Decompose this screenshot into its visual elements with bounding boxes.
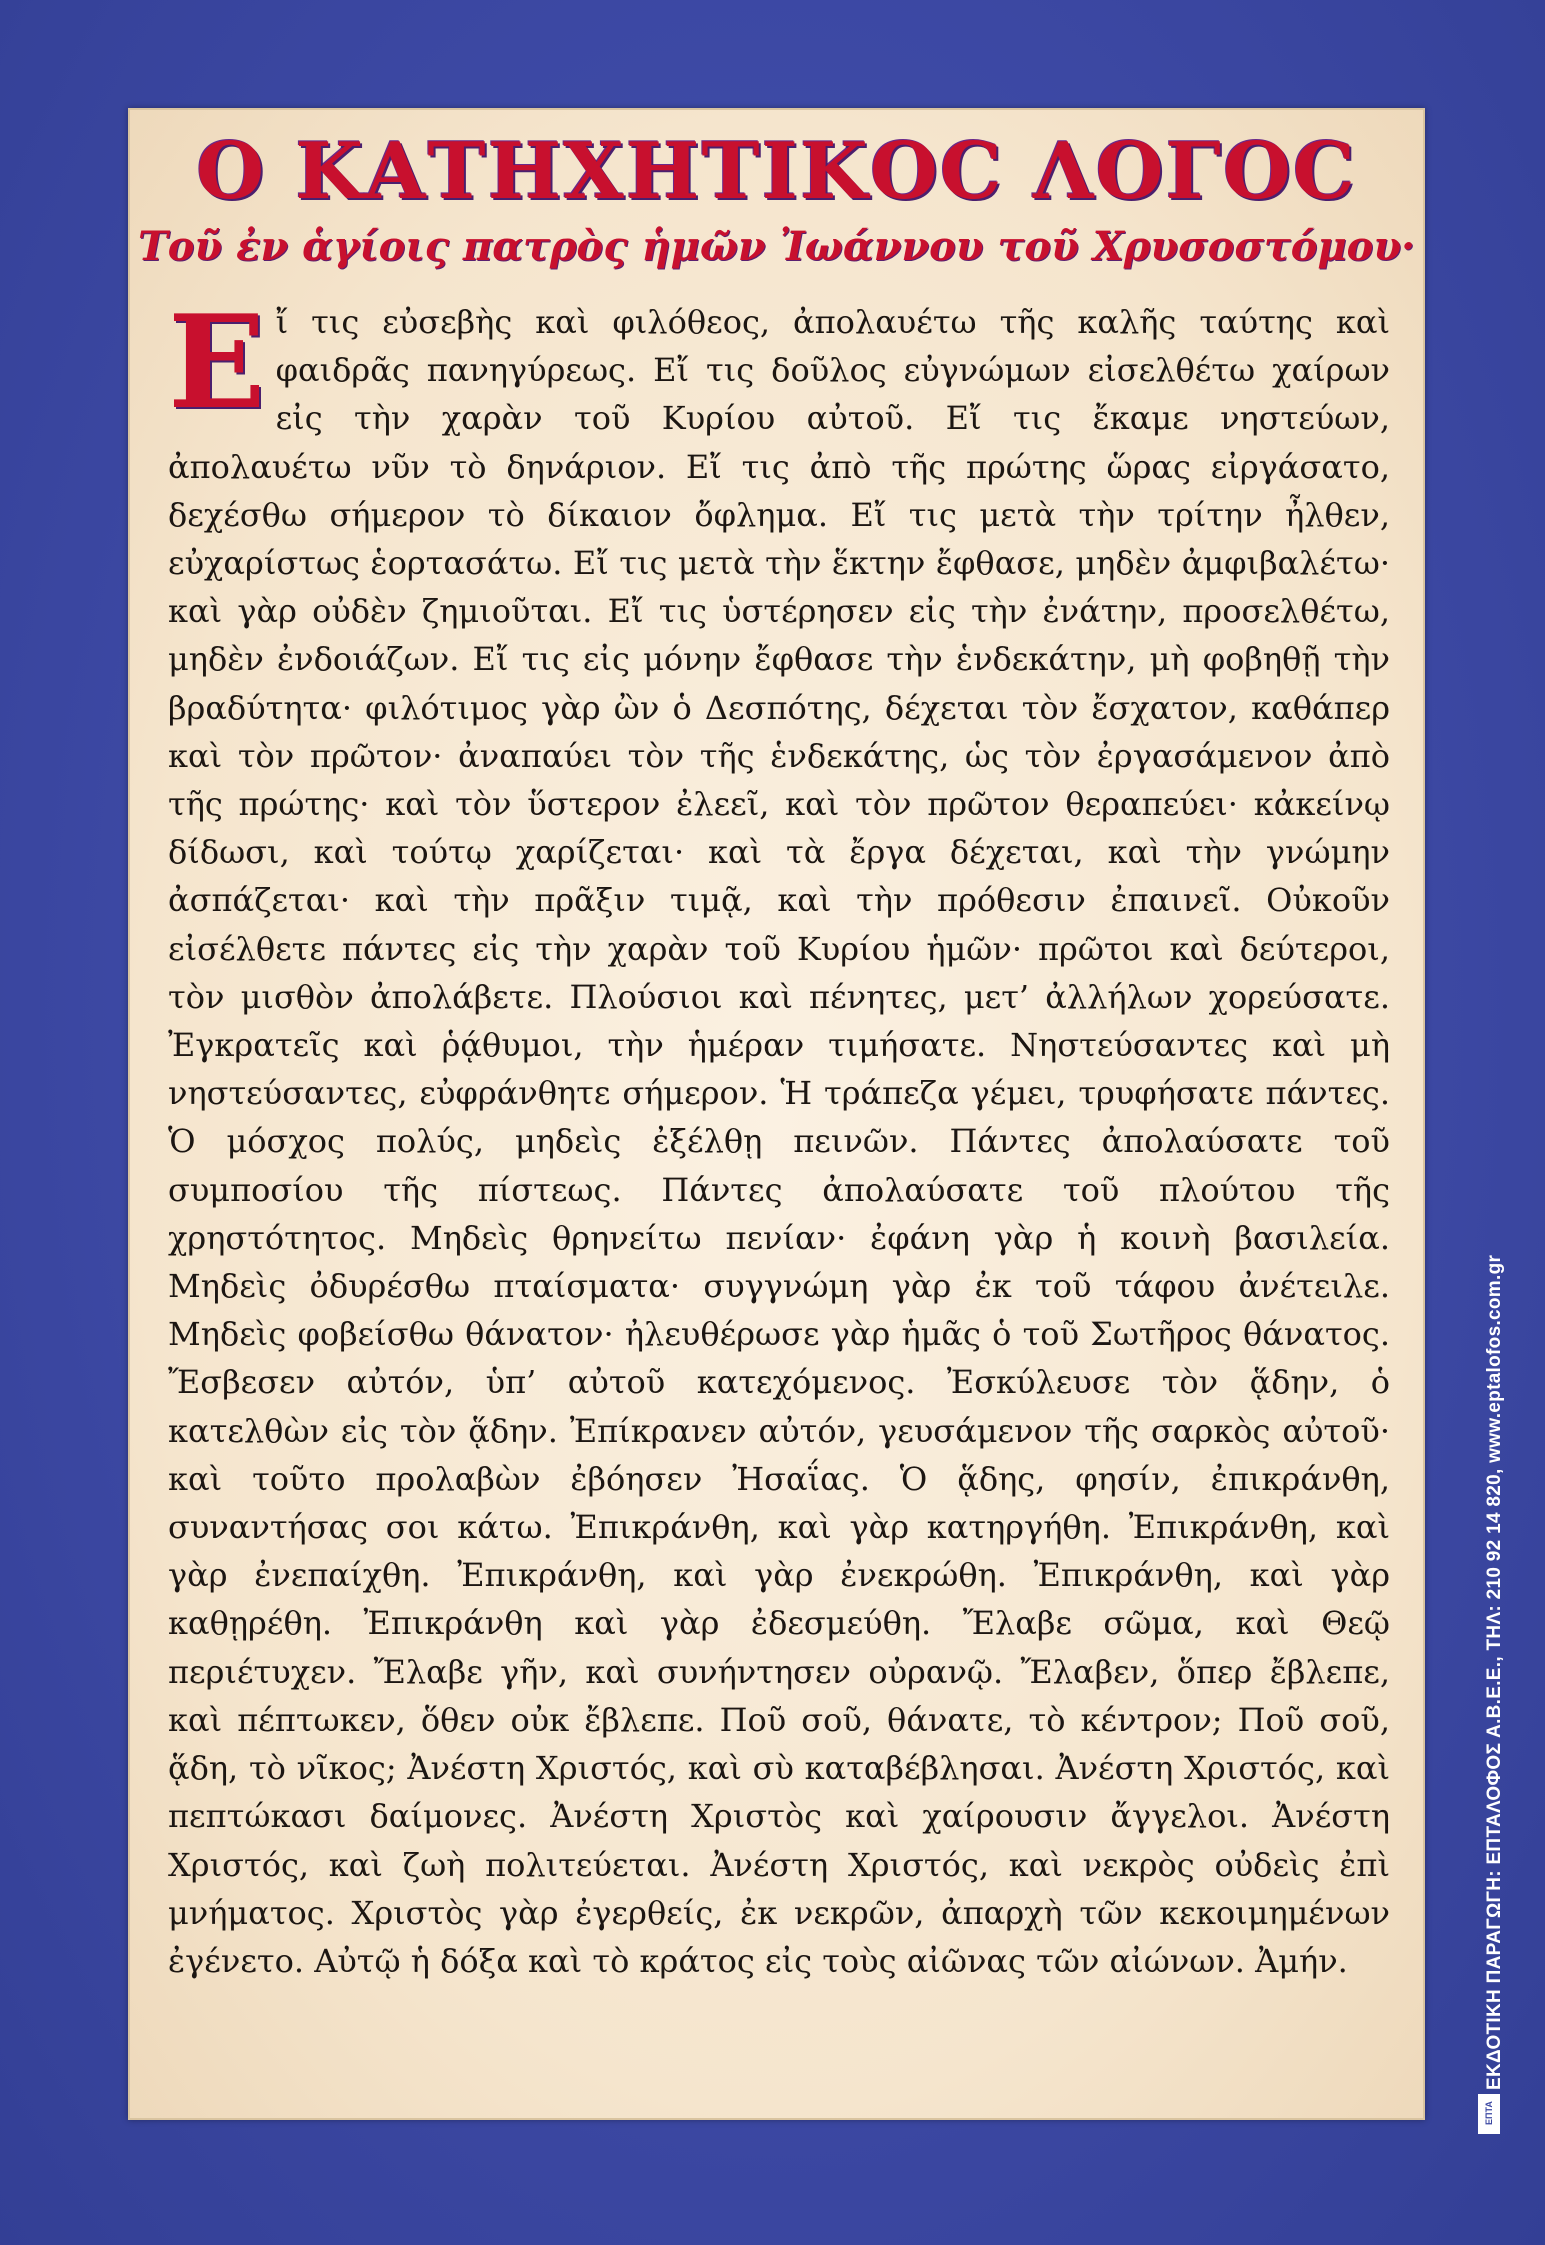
sermon-paragraph: ἴ τις εὐσεβὴς καὶ φιλόθεος, ἀπολαυέτω τῆς καλῆς ταύτης καὶ φαιδρᾶς πανηγύρεως. Εἴ τις δοῦλος εὐγνώμων εἰσελθέτω χαίρων εἰς τὴν χαρὰν τοῦ Κυρίου αὐτοῦ. Εἴ τις ἔκαμε νηστεύων, ἀπολαυέτω νῦν τὸ δηνάριον. Εἴ τις ἀπὸ τῆς πρώτης ὥρας εἰργάσατο, δεχέσθω σήμερον τὸ δίκαιον ὄφλημα. Εἴ τις μετὰ τὴν τρίτην ἦλθεν, εὐχαρίστως ἑορτασάτω. Εἴ τις μετὰ τὴν ἕκτην ἔφθασε, μηδὲν ἀμφιβαλέτω· καὶ γὰρ οὐδὲν ζημιοῦται. Εἴ τις ὑστέρησεν εἰς τὴν ἐνάτην, προσελθέτω, μηδὲν ἐνδοιάζων. Εἴ τις εἰς μόνην ἔφθασε τὴν ἑνδεκάτην, μὴ φοβηθῇ τὴν βραδύτητα· φιλότιμος γὰρ ὢν ὁ Δεσπότης, δέχεται τὸν ἔσχατον, καθάπερ καὶ τὸν πρῶτον· ἀναπαύει τὸν τῆς ἑνδεκάτης, ὡς τὸν ἐργασάμενον ἀπὸ τῆς πρώτης· καὶ τὸν ὕστερον ἐλεεῖ, καὶ τὸν πρῶτον θεραπεύει· κἀκείνῳ δίδωσι, καὶ τούτῳ χαρίζεται· καὶ τὰ ἔργα δέχεται, καὶ τὴν γνώμην ἀσπάζεται· καὶ τὴν πρᾶξιν τιμᾷ, καὶ τὴν πρόθεσιν ἐπαινεῖ. Οὐκοῦν εἰσέλθετε πάντες εἰς τὴν χαρὰν τοῦ Κυρίου ἡμῶν· πρῶτοι καὶ δεύτεροι, τὸν μισθὸν ἀπολάβετε. Πλούσιοι καὶ πένητες, μετ’ ἀλλήλων χορεύσατε. Ἐγκρατεῖς καὶ ῥᾴθυμοι, τὴν ἡμέραν τιμήσατε. Νηστεύσαντες καὶ μὴ νηστεύσαντες, εὐφράνθητε σήμερον. Ἡ τράπεζα γέμει, τρυφήσατε πάντες. Ὁ μόσχος πολύς, μηδεὶς ἐξέλθῃ πεινῶν. Πάντες ἀπολαύσατε τοῦ συμποσίου τῆς πίστεως. Πάντες ἀπολαύσατε τοῦ πλούτου τῆς χρηστότητος. Μηδεὶς θρηνείτω πενίαν· ἐφάνη γὰρ ἡ κοινὴ βασιλεία. Μηδεὶς ὀδυρέσθω πταίσματα· συγγνώμη γὰρ ἐκ τοῦ τάφου ἀνέτειλε. Μηδεὶς φοβείσθω θάνατον· ἠλευθέρωσε γὰρ ἡμᾶς ὁ τοῦ Σωτῆρος θάνατος. Ἔσβεσεν αὐτόν, ὑπ’ αὐτοῦ κατεχόμενος. Ἐσκύλευσε τὸν ᾅδην, ὁ κατελθὼν εἰς τὸν ᾅδην. Ἐπίκρανεν αὐτόν, γευσάμενον τῆς σαρκὸς αὐτοῦ· καὶ τοῦτο προλαβὼν ἐβόησεν Ἠσαΐας. Ὁ ᾅδης, φησίν, ἐπικράνθη, συναντήσας σοι κάτω. Ἐπικράνθη, καὶ γὰρ κατηργήθη. Ἐπικράνθη, καὶ γὰρ ἐνεπαίχθη. Ἐπικράνθη, καὶ γὰρ ἐνεκρώθη. Ἐπικράνθη, καὶ γὰρ καθῃρέθη. Ἐπικράνθη καὶ γὰρ ἐδεσμεύθη. Ἔλαβε σῶμα, καὶ Θεῷ περιέτυχεν. Ἔλαβε γῆν, καὶ συνήντησεν οὐρανῷ. Ἔλαβεν, ὅπερ ἔβλεπε, καὶ πέπτωκεν, ὅθεν οὐκ ἔβλεπε. Ποῦ σοῦ, θάνατε, τὸ κέντρον; Ποῦ σοῦ, ᾅδη, τὸ νῖκος; Ἀνέστη Χριστός, καὶ σὺ καταβέβλησαι. Ἀνέστη Χριστός, καὶ πεπτώκασι δαίμονες. Ἀνέστη Χριστὸς καὶ χαίρουσιν ἄγγελοι. Ἀνέστη Χριστός, καὶ ζωὴ πολιτεύεται. Ἀνέστη Χριστός, καὶ νεκρὸς οὐδεὶς ἐπὶ μνήματος. Χριστὸς γὰρ ἐγερθείς, ἐκ νεκρῶν, ἀπαρχὴ τῶν κεκοιμημένων ἐγένετο. Αὐτῷ ἡ δόξα καὶ τὸ κράτος εἰς τοὺς αἰῶνας τῶν αἰώνων. Ἀμήν. — [168, 303, 1390, 1980]
sermon-text — [168, 288, 1390, 1985]
page-subtitle: Τοῦ ἐν ἁγίοις πατρὸς ἡμῶν Ἰωάννου τοῦ Χρυσοστόμου· — [137, 223, 1416, 270]
publisher-logo-icon: ΕΠΤΑ — [1478, 2094, 1500, 2134]
drop-cap-letter: Ε — [168, 288, 266, 438]
parchment-panel — [128, 108, 1425, 2120]
publisher-credit: ΕΚΔΟΤΙΚΗ ΠΑΡΑΓΩΓΗ: ΕΠΤΑΛΟΦΟΣ Α.Β.Ε.Ε., ΤΗΛ: 210 92 14 820, www.eptalofos.com.gr — [1484, 1254, 1505, 2090]
page-title: Ο ΚΑΤΗΧΗΤΙΚΟϹ ΛΟΓΟϹ — [196, 126, 1357, 217]
